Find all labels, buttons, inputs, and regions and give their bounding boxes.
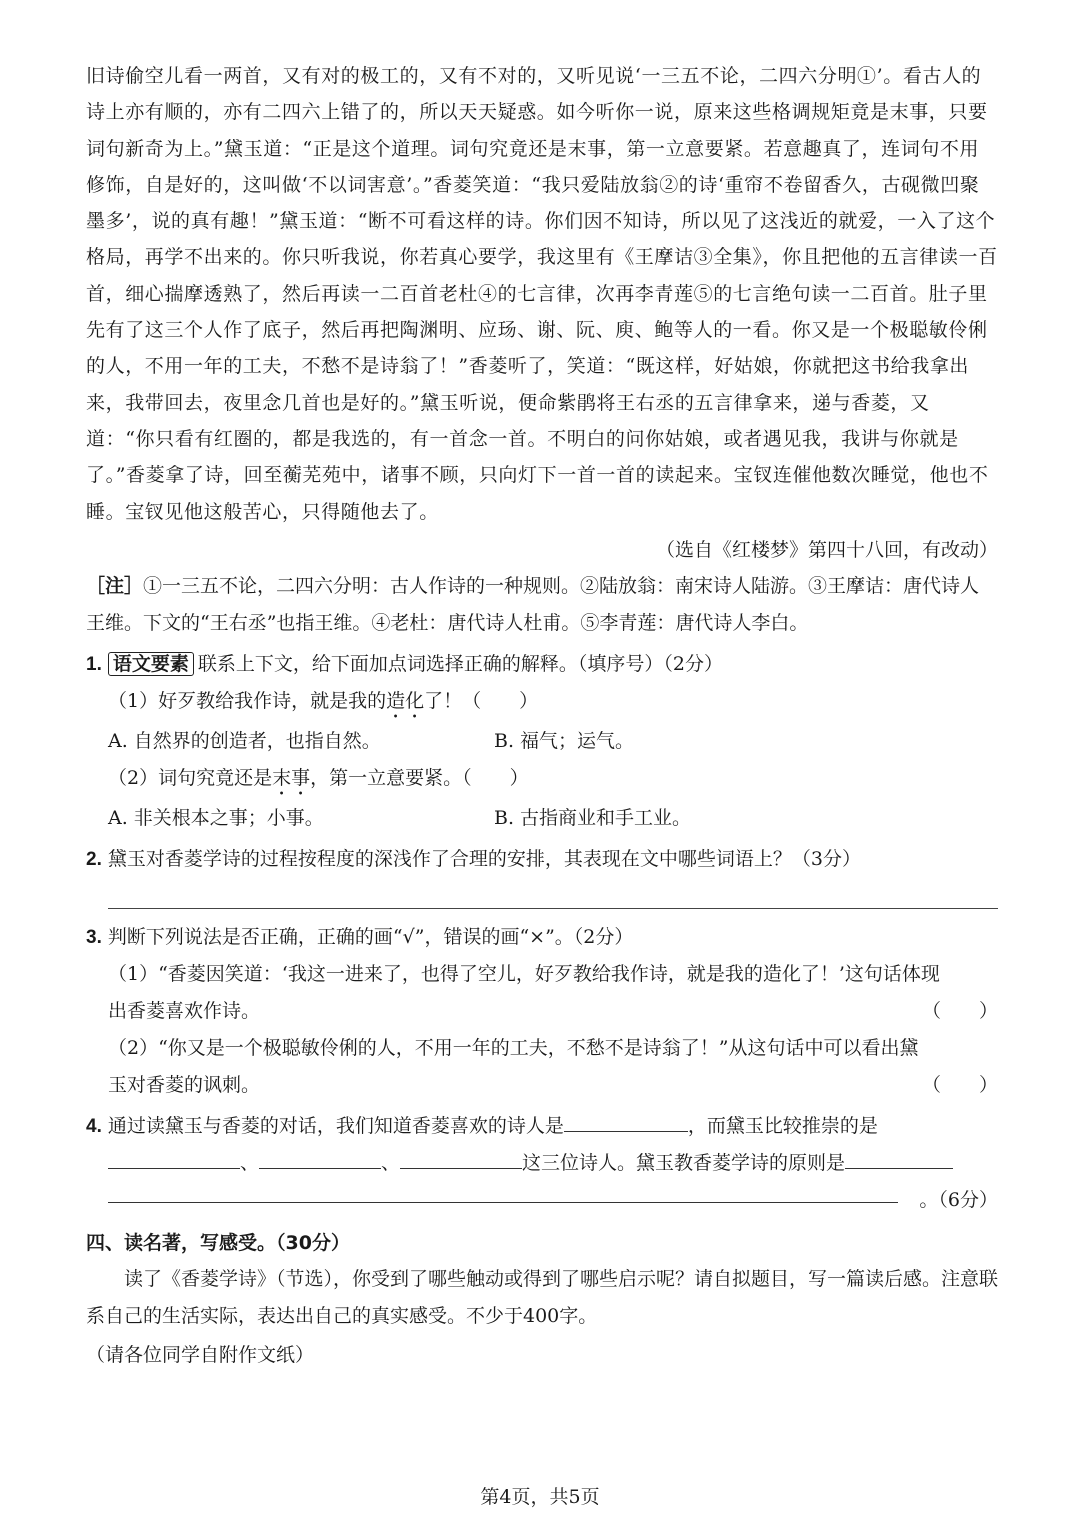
question-stem-b: ，而黛玉比较推崇的是 (687, 1114, 878, 1137)
sub-text: （1）好歹教给我作诗，就是我的 (108, 689, 387, 712)
separator: 、 (381, 1151, 401, 1174)
q1-options-1 (86, 723, 998, 760)
option-b: B. 古指商业和手工业。 (494, 806, 692, 829)
reading-passage (86, 58, 998, 568)
statement-line: （1）“香菱因笑道：‘我这一进来了，也得了空儿，好歹教给我作诗，就是我的造化了！’这句话体现 (108, 962, 940, 985)
essay-prompt (86, 1261, 998, 1335)
question-number: 1. (86, 653, 102, 675)
blank-principle-cont[interactable] (108, 1182, 898, 1203)
passage-source: （选自《红楼梦》第四十八回，有改动） (655, 538, 998, 561)
option-b: B. 福气；运气。 (494, 729, 635, 752)
sub-text-end[interactable]: 了！（ ） (424, 689, 539, 712)
essay-body: 读了《香菱学诗》（节选），你受到了哪些触动或得到了哪些启示呢？请自拟题目，写一篇读后感。注意联系自己的生活实际，表达出自己的真实感受。不少于400字。 (86, 1267, 999, 1327)
question-4 (86, 1108, 998, 1145)
option-a: A. 自然界的创造者，也指自然。 (108, 729, 381, 752)
answer-line[interactable] (108, 882, 998, 909)
answer-paren[interactable]: （ ） (921, 1073, 998, 1096)
question-stem: 联系上下文，给下面加点词选择正确的解释。（填序号）（2分） (197, 652, 724, 675)
sub-text-end[interactable]: ，第一立意要紧。（ ） (310, 766, 529, 789)
passage-paragraph: 旧诗偷空儿看一两首，又有对的极工的，又有不对的，又听见说‘一三五不论，二四六分明①’。看古人的诗上亦有顺的，亦有二四六上错了的，所以天天疑惑。如今听你一说，原来这些格调规矩竟是末事，只要词句新奇为上。”黛玉道：“正是这个道理。词句究竟还是末事，第一立意要紧。若意趣真了，连词句不用修饰，自是好的，这叫做‘不以词害意’。”香菱笑道：“我只爱陆放翁②的诗‘重帘不卷留香久，古砚微凹聚墨多’，说的真有趣！”黛玉道：“断不可看这样的诗。你们因不知诗，所以见了这浅近的就爱，一入了这个格局，再学不出来的。你只听我说，你若真心要学，我这里有《王摩诘③全集》，你且把他的五言律读一百首，细心揣摩透熟了，然后再读一二百首老杜④的七言律，次再李青莲⑤的七言绝句读一二百首。肚子里先有了这三个人作了底子，然后再把陶渊明、应玚、谢、阮、庾、鲍等人的一看。你又是一个极聪敏伶俐的人，不用一年的工夫，不愁不是诗翁了！”香菱听了，笑道：“既这样，好姑娘，你就把这书给我拿出来，我带回去，夜里念几首也是好的。”黛玉听说，便命紫鹃将王右丞的五言律拿来，递与香菱，又道：“你只看有红圈的，都是我选的，有一首念一首。不明白的问你姑娘，或者遇见我，我讲与你就是了。”香菱拿了诗，回至蘅芜苑中，诸事不顾，只向灯下一首一首的读起来。宝钗连催他数次睡觉，他也不睡。宝钗见他这般苦心，只得随他去了。 (86, 65, 998, 523)
statement-row (108, 1067, 998, 1104)
notes-text: ①一三五不论，二四六分明：古人作诗的一种规则。②陆放翁：南宋诗人陆游。③王摩诘：唐代诗人王维。下文的“王右丞”也指王维。④老杜：唐代诗人杜甫。⑤李青莲：唐代诗人李白。 (86, 574, 980, 634)
question-3 (86, 919, 998, 956)
separator: 、 (240, 1151, 260, 1174)
blank-poet-2[interactable] (259, 1148, 381, 1169)
statement-line: 玉对香菱的讽刺。 (108, 1073, 261, 1096)
answer-paren[interactable]: （ ） (921, 999, 998, 1022)
question-stem: 判断下列说法是否正确，正确的画“√”，错误的画“×”。（2分） (107, 925, 634, 948)
question-1 (86, 646, 998, 683)
question-number: 2. (86, 848, 102, 870)
dotted-word: 造化 (386, 689, 425, 712)
question-stem: 通过读黛玉与香菱的对话，我们知道香菱喜欢的诗人是 (107, 1114, 564, 1137)
dotted-word: 末事 (272, 766, 311, 789)
statement-line: 出香菱喜欢作诗。 (108, 999, 261, 1022)
page-footer: 第4页，共5页 (480, 1486, 600, 1508)
question-number: 4. (86, 1115, 102, 1137)
q4-line-2 (86, 1145, 998, 1182)
tag-badge: 语文要素 (108, 652, 194, 676)
paper-note: （请各位同学自附作文纸） (86, 1343, 315, 1366)
blank-favorite-poet[interactable] (564, 1111, 688, 1132)
sub-text: （2）词句究竟还是 (108, 766, 273, 789)
question-number: 3. (86, 926, 102, 948)
blank-principle[interactable] (845, 1148, 953, 1169)
question-stem-c: 这三位诗人。黛玉教香菱学诗的原则是 (522, 1151, 846, 1174)
q1-sub-2 (86, 760, 998, 800)
question-stem: 黛玉对香菱学诗的过程按程度的深浅作了合理的安排，其表现在文中哪些词语上？（3分） (107, 847, 861, 870)
statement-line: （2）“你又是一个极聪敏伶俐的人，不用一年的工夫，不愁不是诗翁了！”从这句话中可以看出黛 (108, 1036, 919, 1059)
q3-statement-1 (86, 956, 998, 1030)
q1-sub-1 (86, 683, 998, 723)
question-2 (86, 841, 998, 878)
section-title: 四、读名著，写感受。（30分） (86, 1231, 350, 1254)
blank-poet-3[interactable] (400, 1148, 522, 1169)
score-text: 。（6分） (919, 1188, 998, 1211)
q4-line-3 (86, 1182, 998, 1219)
footnotes (86, 568, 998, 642)
q3-statement-2 (86, 1030, 998, 1104)
q1-options-2 (86, 800, 998, 837)
blank-poet-1[interactable] (108, 1148, 240, 1169)
option-a: A. 非关根本之事；小事。 (108, 806, 324, 829)
exam-page (86, 58, 998, 1375)
statement-row (108, 993, 998, 1030)
notes-label: ［注］ (86, 574, 144, 597)
